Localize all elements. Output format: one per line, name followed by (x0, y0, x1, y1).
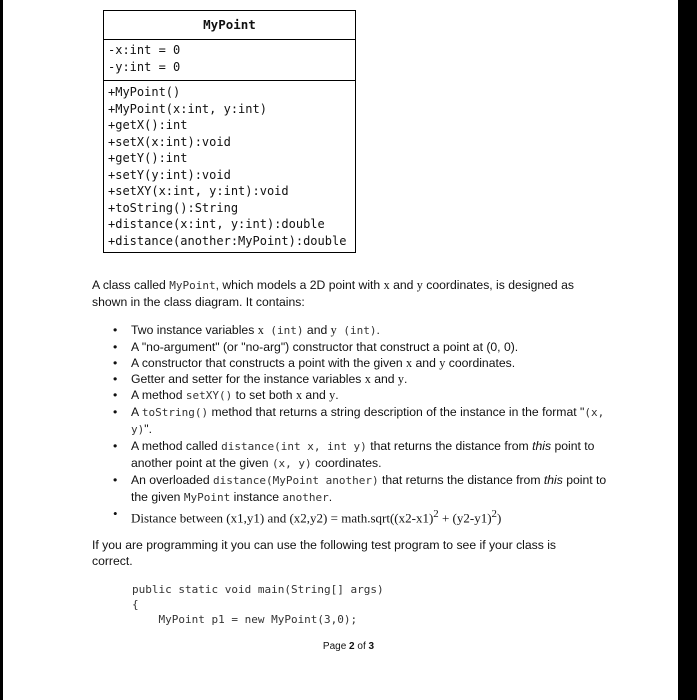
page-number-current: 2 (349, 641, 355, 652)
bullet-dot-icon: • (113, 506, 118, 521)
inline-code: MyPoint (169, 279, 216, 292)
list-item-text: point to another point at the given (131, 439, 595, 470)
inline-code: another (282, 491, 329, 504)
list-item-text: A (131, 405, 142, 419)
page-number-text: Page (322, 641, 350, 652)
list-item-text: Getter and setter for the instance variables (131, 372, 365, 386)
method-line: +distance(another:MyPoint):double (108, 233, 347, 248)
method-line: +getY():int (108, 151, 188, 165)
bullet-dot-icon: • (113, 340, 118, 354)
list-item (113, 472, 613, 506)
bullet-dot-icon: • (113, 405, 118, 419)
list-item-text: and (303, 323, 331, 337)
list-item-text: . (328, 490, 333, 504)
inline-code: x (295, 388, 303, 402)
inline-code: y (330, 323, 337, 337)
list-item (113, 371, 613, 387)
inline-code: distance(MyPoint another) (213, 474, 379, 487)
list-item-text: and (302, 388, 330, 402)
feature-list (113, 322, 613, 526)
bullet-dot-icon: • (113, 388, 118, 402)
list-item-text: and (412, 356, 440, 370)
list-item-text: instance (230, 490, 283, 504)
bullet-dot-icon: • (113, 323, 118, 337)
list-item-text: that returns the distance from (366, 439, 533, 453)
class-diagram (103, 10, 356, 253)
list-item (113, 506, 613, 526)
list-item (113, 438, 613, 472)
inline-code: (x, y) (271, 457, 312, 470)
inline-code: toString() (141, 406, 209, 419)
inline-code: (x, y) (131, 406, 605, 436)
list-item-text: . (335, 388, 339, 402)
method-line: +toString():String (108, 200, 239, 215)
method-line: +setY(y:int):void (108, 167, 231, 182)
intro-paragraph (92, 277, 592, 310)
list-item-text: A method (131, 388, 186, 402)
code-line: { (132, 598, 139, 611)
inline-code: x (383, 278, 390, 292)
list-item (113, 387, 613, 404)
list-item (113, 322, 613, 339)
method-line: +setX(x:int):void (108, 134, 231, 149)
formula-text: ) (496, 510, 502, 526)
list-item-text: . (376, 323, 380, 337)
intro-text: and (389, 278, 417, 292)
code-line: MyPoint p1 = new MyPoint(3,0); (132, 613, 358, 626)
list-item (113, 404, 613, 438)
bullet-dot-icon: • (113, 473, 118, 487)
inline-code: setXY() (185, 389, 233, 402)
inline-code: MyPoint (183, 491, 231, 504)
page-number-total: 3 (368, 641, 375, 652)
list-item-text: coordinates. (311, 456, 382, 470)
list-item (113, 339, 613, 355)
inline-code: x (406, 356, 413, 370)
list-item-text: that returns the distance from (378, 473, 544, 487)
method-line: +MyPoint() (108, 85, 181, 99)
list-item-text: Two instance variables (131, 323, 258, 337)
intro-text: coordinates, is designed as shown in the class diagram. It contains: (92, 278, 574, 309)
method-line: +distance(x:int, y:int):double (108, 217, 325, 231)
superscript: 2 (433, 508, 439, 520)
inline-code: y (329, 388, 336, 402)
list-item (113, 355, 613, 371)
list-item-text: A "no-argument" (or "no-arg") constructor that construct a point at (0, 0). (131, 340, 519, 354)
intro-text: , which models a 2D point with (215, 278, 384, 292)
page-left-edge (0, 0, 3, 700)
page-number (0, 641, 697, 652)
list-item-text: coordinates. (445, 356, 516, 370)
class-diagram-title: MyPoint (104, 11, 355, 40)
emphasis-text: this (532, 439, 552, 453)
inline-code: (int) (336, 324, 377, 337)
bullet-dot-icon: • (113, 372, 118, 386)
formula-text: + (y2-y1) (438, 510, 492, 526)
emphasis-text: this (543, 473, 563, 487)
bullet-dot-icon: • (113, 439, 118, 453)
list-item-text: . (404, 372, 408, 386)
bullet-dot-icon: • (113, 356, 118, 370)
inline-code: x (257, 323, 264, 337)
method-line: +setXY(x:int, y:int):void (108, 184, 289, 198)
inline-code: y (439, 356, 446, 370)
inline-code: y (397, 372, 405, 386)
test-program-paragraph: If you are programming it you can use the following test program to see if your class is correct. (92, 538, 557, 568)
code-line: public static void main(String[] args) (132, 583, 384, 596)
attribute-line: -y:int = 0 (108, 60, 181, 74)
class-diagram-methods (104, 81, 355, 252)
inline-code: (int) (263, 324, 304, 337)
list-item-text: A constructor that constructs a point with the given (131, 356, 407, 370)
inline-code: x (364, 372, 371, 386)
list-item-text: method that returns a string description of the instance in the format " (208, 405, 585, 419)
attribute-line: -x:int = 0 (108, 43, 181, 57)
page-number-text: of (354, 641, 369, 652)
class-diagram-attributes (104, 40, 355, 81)
list-item-text: ". (144, 422, 152, 436)
page-right-edge (678, 0, 697, 700)
list-item-text: A method called (131, 439, 222, 453)
inline-code: distance(int x, int y) (221, 440, 367, 453)
list-item-text: and (370, 372, 398, 386)
list-item-text: An overloaded (131, 473, 213, 487)
formula-text: Distance between (x1,y1) and (x2,y2) = math.sqrt((x2-x1) (131, 510, 434, 526)
inline-code: y (416, 278, 423, 292)
list-item-text: point to the given (131, 473, 607, 504)
superscript: 2 (491, 508, 497, 520)
list-item-text: to set both (232, 388, 296, 402)
method-line: +MyPoint(x:int, y:int) (108, 101, 267, 116)
method-line: +getX():int (108, 118, 188, 132)
intro-text: A class called (92, 278, 170, 292)
